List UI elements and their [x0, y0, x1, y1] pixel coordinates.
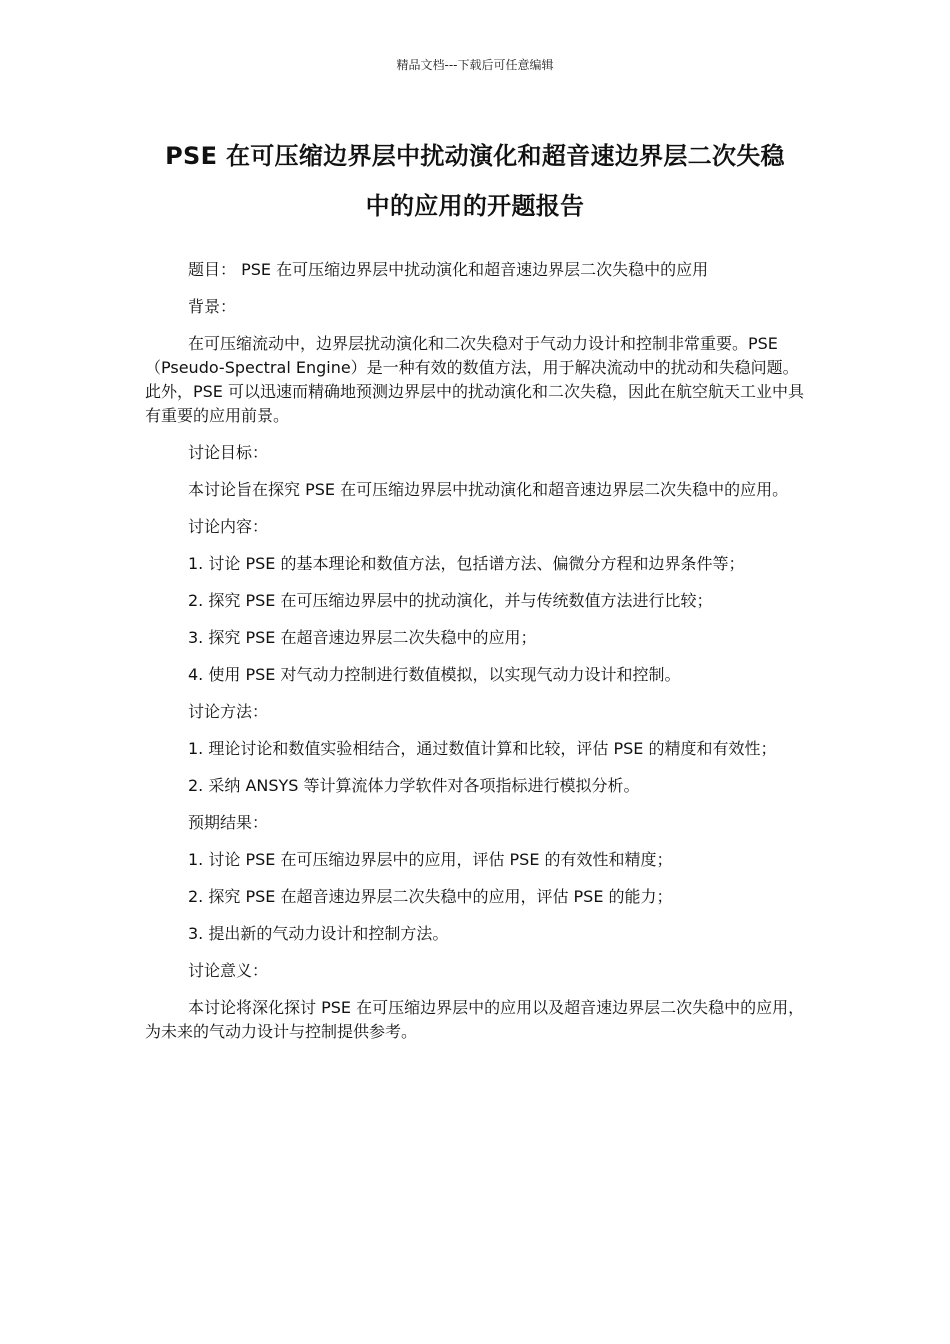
section-heading-objective: 讨论目标： — [188, 443, 269, 462]
result-item: 3. 提出新的气动力设计和控制方法。 — [188, 924, 449, 943]
section-heading-background: 背景： — [188, 297, 237, 316]
title-line-1: PSE 在可压缩边界层中扰动演化和超音速边界层二次失稳 — [165, 142, 785, 170]
topic-line: 题目： PSE 在可压缩边界层中扰动演化和超音速边界层二次失稳中的应用 — [188, 260, 709, 279]
method-item: 1. 理论讨论和数值实验相结合，通过数值计算和比较，评估 PSE 的精度和有效性； — [188, 739, 777, 758]
objective-paragraph: 本讨论旨在探究 PSE 在可压缩边界层中扰动演化和超音速边界层二次失稳中的应用。 — [188, 480, 789, 499]
section-heading-content: 讨论内容： — [188, 517, 269, 536]
section-heading-significance: 讨论意义： — [188, 961, 269, 980]
title-line-2: 中的应用的开题报告 — [365, 192, 585, 220]
section-heading-method: 讨论方法： — [188, 702, 269, 721]
content-item: 4. 使用 PSE 对气动力控制进行数值模拟，以实现气动力设计和控制。 — [188, 665, 681, 684]
content-item: 2. 探究 PSE 在可压缩边界层中的扰动演化，并与传统数值方法进行比较； — [188, 591, 713, 610]
document-title — [145, 131, 805, 231]
content-item: 3. 探究 PSE 在超音速边界层二次失稳中的应用； — [188, 628, 537, 647]
significance-paragraph: 本讨论将深化探讨 PSE 在可压缩边界层中的应用以及超音速边界层二次失稳中的应用，为未来的气动力设计与控制提供参考。 — [145, 998, 805, 1041]
content-item: 1. 讨论 PSE 的基本理论和数值方法，包括谱方法、偏微分方程和边界条件等； — [188, 554, 745, 573]
document-body — [145, 258, 807, 1057]
header-note: 精品文档---下载后可任意编辑 — [396, 58, 554, 72]
method-item: 2. 采纳 ANSYS 等计算流体力学软件对各项指标进行模拟分析。 — [188, 776, 640, 795]
section-heading-expected-results: 预期结果： — [188, 813, 269, 832]
result-item: 1. 讨论 PSE 在可压缩边界层中的应用，评估 PSE 的有效性和精度； — [188, 850, 673, 869]
result-item: 2. 探究 PSE 在超音速边界层二次失稳中的应用，评估 PSE 的能力； — [188, 887, 673, 906]
background-paragraph: 在可压缩流动中，边界层扰动演化和二次失稳对于气动力设计和控制非常重要。PSE（Pseudo-Spectral Engine）是一种有效的数值方法，用于解决流动中的扰动和失稳问题。此外，PSE 可以迅速而精确地预测边界层中的扰动演化和二次失稳，因此在航空航天工业中具有重要的应用前景。 — [145, 334, 805, 425]
